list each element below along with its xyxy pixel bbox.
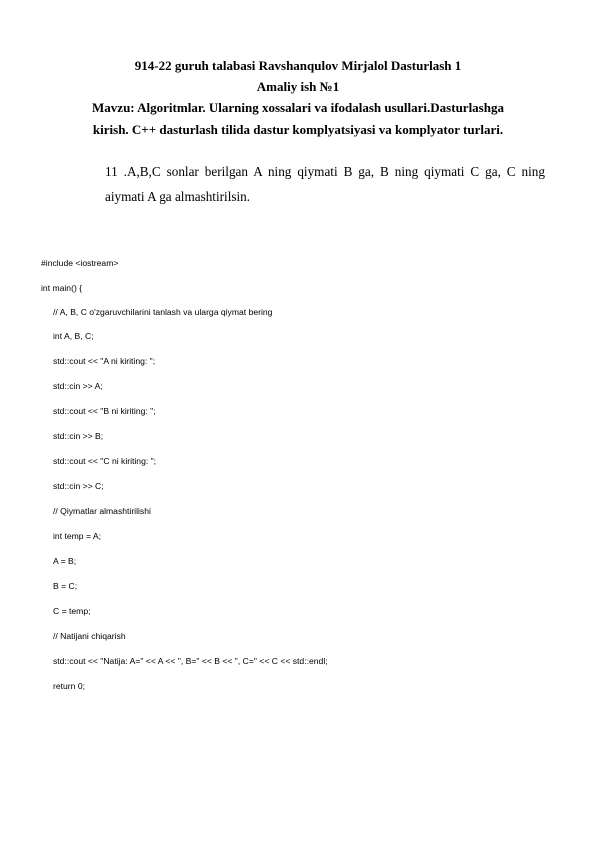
code-line: std::cin >> B; <box>53 431 104 441</box>
code-line: #include <iostream> <box>41 258 119 268</box>
code-line: int temp = A; <box>53 531 102 541</box>
code-line: std::cout << "C ni kiriting: "; <box>53 456 157 466</box>
code-line: // Natijani chiqarish <box>53 631 126 641</box>
code-line: std::cin >> C; <box>53 481 104 491</box>
code-line: // A, B, C o'zgaruvchilarini tanlash va ularga qiymat bering <box>53 307 273 317</box>
code-line: int A, B, C; <box>53 331 94 341</box>
header-line-2: Amaliy ish №1 <box>256 79 340 94</box>
code-line: B = C; <box>53 581 78 591</box>
header-line-3: Mavzu: Algoritmlar. Ularning xossalari va ifodalash usullari.Dasturlashga <box>92 100 504 115</box>
code-line: int main() { <box>41 283 83 293</box>
code-line: return 0; <box>53 681 86 691</box>
code-line: A = B; <box>53 556 77 566</box>
task-line-1: 11 .A,B,C sonlar berilgan A ning qiymati B ga, B ning qiymati C ga, C ning <box>105 164 545 179</box>
code-line: C = temp; <box>53 606 91 616</box>
code-line: std::cout << "A ni kiriting: "; <box>53 356 156 366</box>
code-line: std::cout << "B ni kiriting: "; <box>53 406 156 416</box>
task-line-2: aiymati A ga almashtirilsin. <box>105 189 251 204</box>
code-line: std::cout << "Natija: A=" << A << ", B=" << B << ", C=" << C << std::endl; <box>53 656 328 666</box>
header-line-1: 914-22 guruh talabasi Ravshanqulov Mirjalol Dasturlash 1 <box>134 58 462 73</box>
header-line-4: kirish. C++ dasturlash tilida dastur komplyatsiyasi va komplyator turlari. <box>92 122 504 137</box>
code-line: // Qiymatlar almashtirilishi <box>53 506 151 516</box>
code-line: std::cin >> A; <box>53 381 103 391</box>
